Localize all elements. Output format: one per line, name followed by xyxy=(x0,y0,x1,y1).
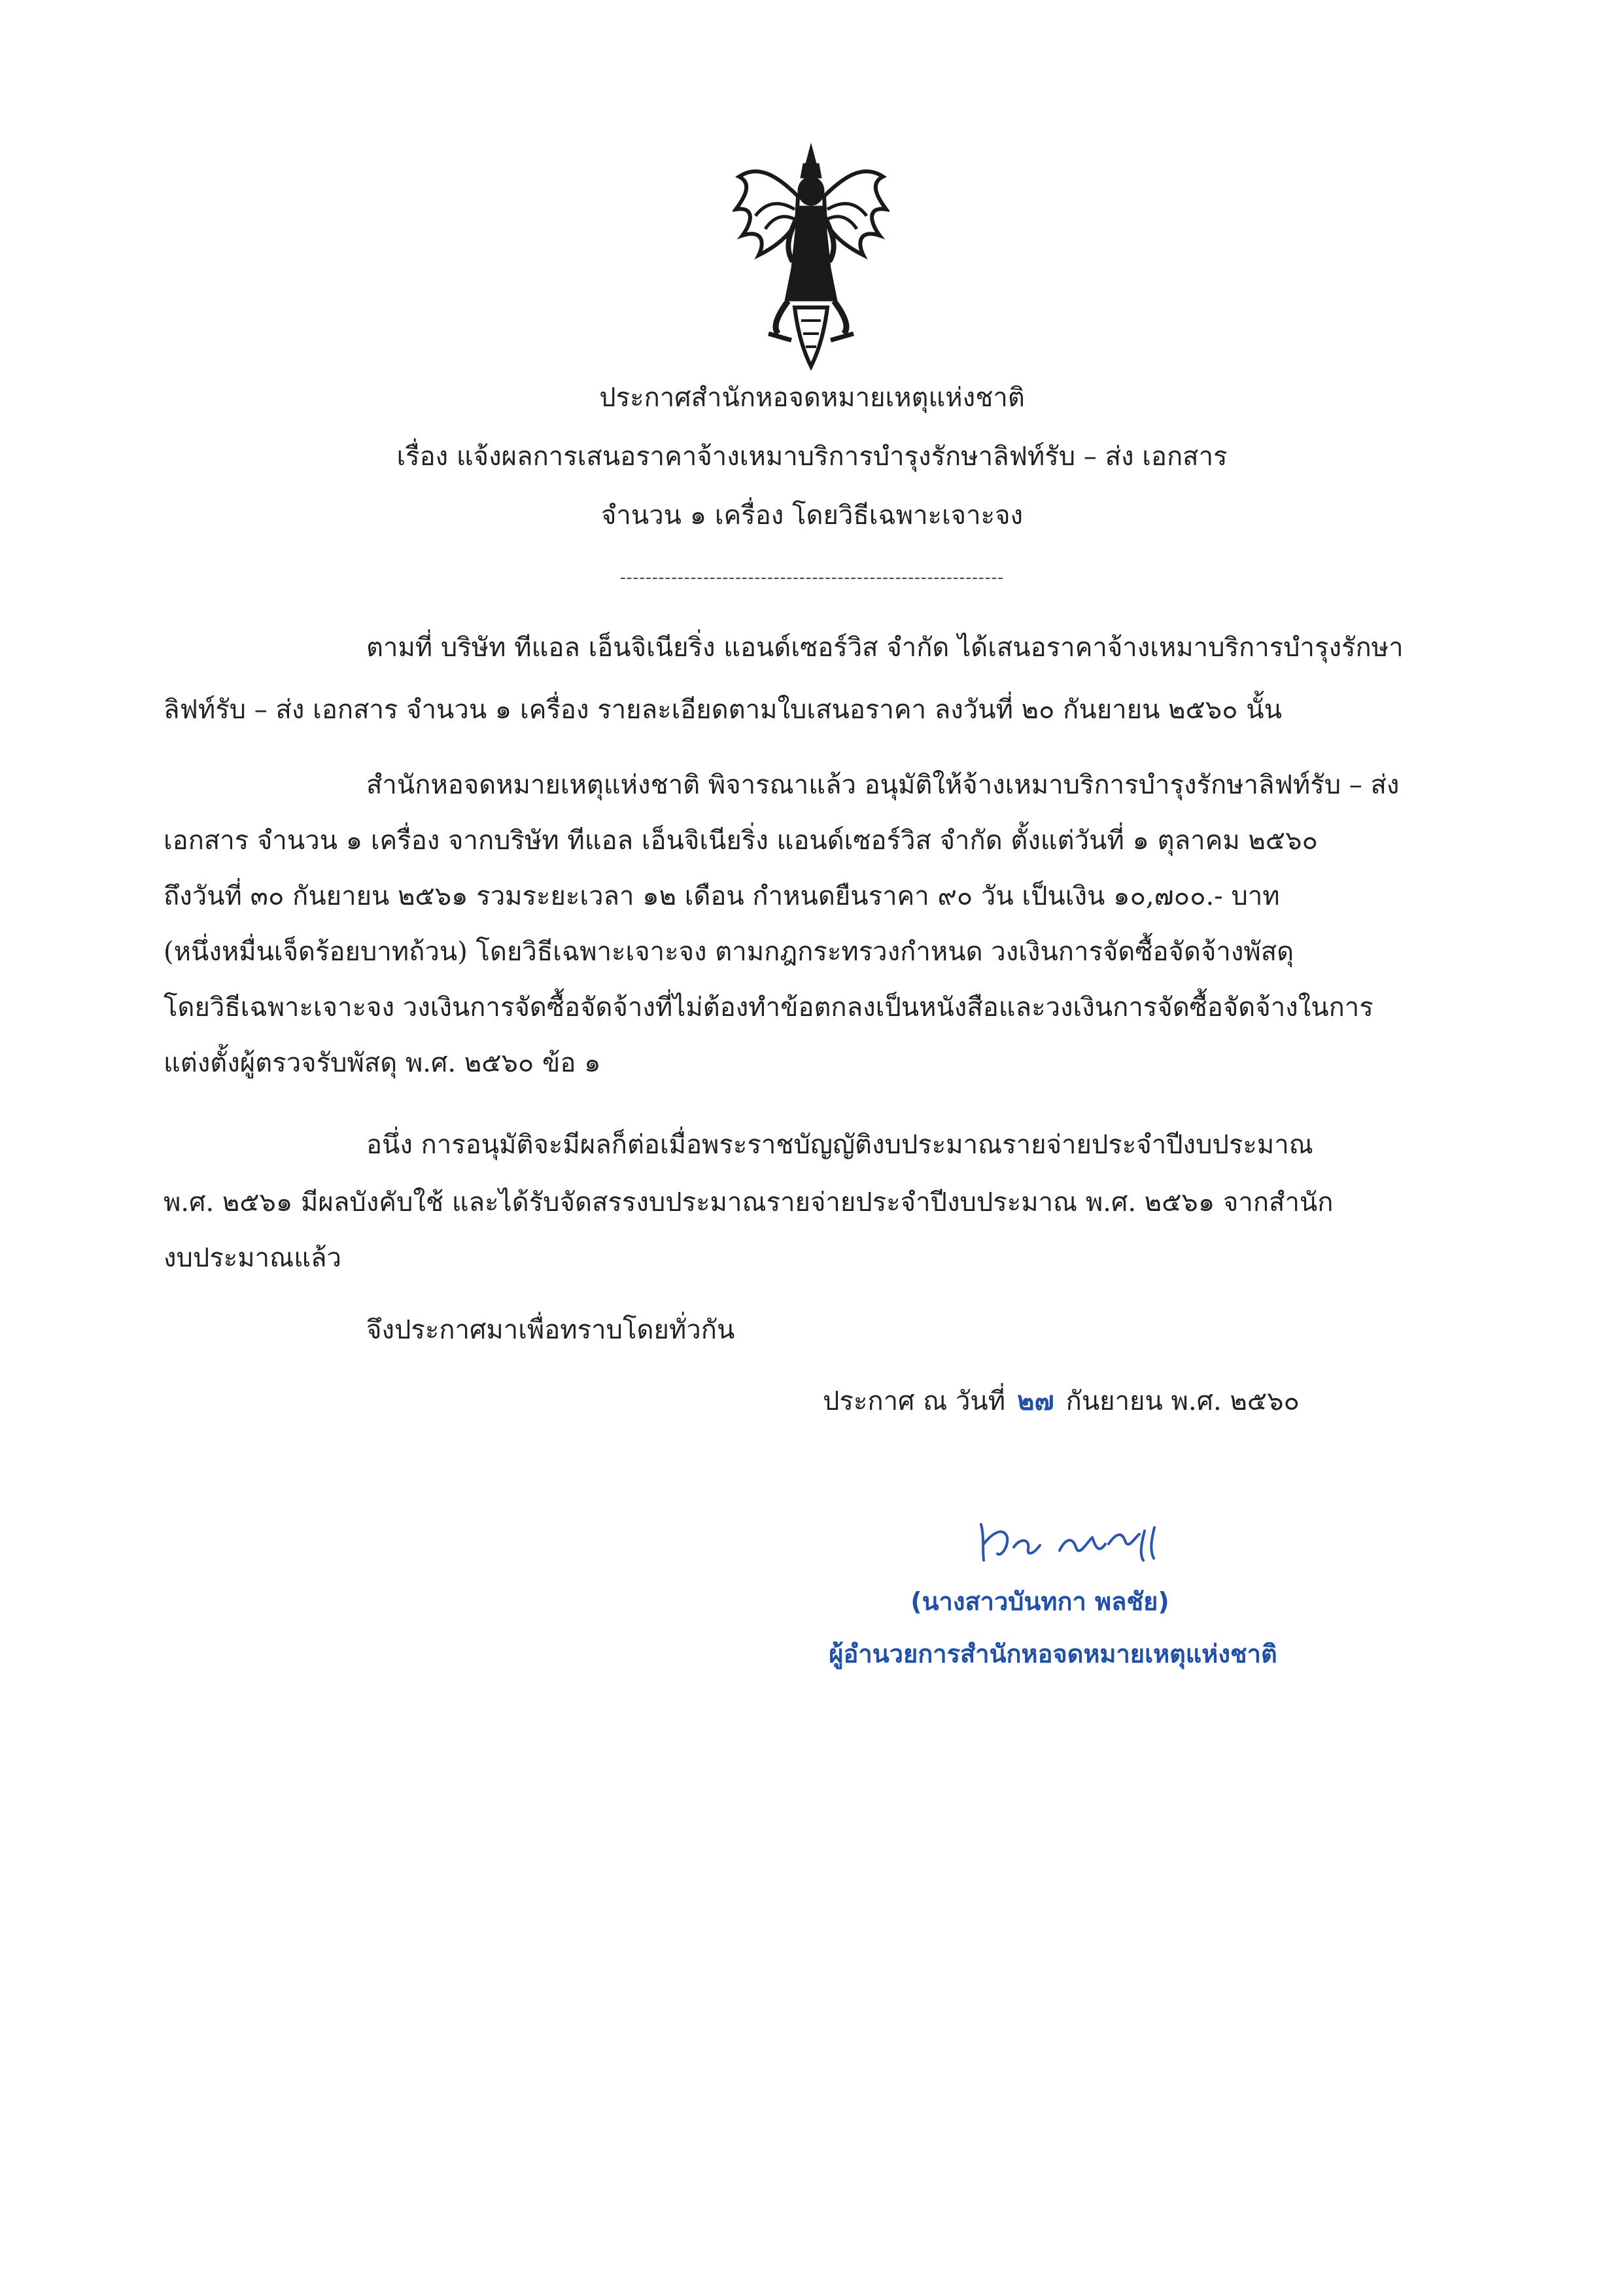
announcement-date xyxy=(823,1382,1300,1421)
paragraph-2-line-4: (หนึ่งหมื่นเจ็ดร้อยบาทถ้วน) โดยวิธีเฉพาะเจาะจง ตามกฎกระทรวงกำหนด วงเงินการจัดซื้อจัดจ้างพัสดุ xyxy=(164,937,1294,967)
paragraph-1-line-1: ตามที่ บริษัท ทีแอล เอ็นจิเนียริ่ง แอนด์เซอร์วิส จำกัด ได้เสนอราคาจ้างเหมาบริการบำรุงรักษา xyxy=(366,633,1404,663)
signer-title: ผู้อำนวยการสำนักหอจดหมายเหตุแห่งชาติ xyxy=(829,1639,1277,1668)
announcement-subject-continued: จำนวน ๑ เครื่อง โดยวิธีเฉพาะเจาะจง xyxy=(600,500,1024,531)
paragraph-2-line-5: โดยวิธีเฉพาะเจาะจง วงเงินการจัดซื้อจัดจ้างที่ไม่ต้องทำข้อตกลงเป็นหนังสือและวงเงินการจัดซื้อจัดจ้างในการ xyxy=(164,992,1373,1023)
date-day: ๒๗ xyxy=(1017,1386,1054,1416)
announcement-title: ประกาศสำนักหอจดหมายเหตุแห่งชาติ xyxy=(599,383,1025,413)
paragraph-2-line-2: เอกสาร จำนวน ๑ เครื่อง จากบริษัท ทีแอล เอ็นจิเนียริ่ง แอนด์เซอร์วิส จำกัด ตั้งแต่วันที่ ๑ ตุลาคม ๒๕๖๐ xyxy=(164,826,1318,856)
paragraph-2-line-6: แต่งตั้งผู้ตรวจรับพัสดุ พ.ศ. ๒๕๖๐ ข้อ ๑ xyxy=(164,1048,601,1078)
garuda-emblem-icon xyxy=(733,137,890,373)
heading-separator: ------------------------------------------------------------ xyxy=(619,568,1005,587)
paragraph-4: จึงประกาศมาเพื่อทราบโดยทั่วกัน xyxy=(366,1315,735,1345)
paragraph-2-line-1: สำนักหอจดหมายเหตุแห่งชาติ พิจารณาแล้ว อนุมัติให้จ้างเหมาบริการบำรุงรักษาลิฟท์รับ – ส่ง xyxy=(366,770,1400,800)
date-suffix: กันยายน พ.ศ. ๒๕๖๐ xyxy=(1065,1386,1300,1416)
date-prefix: ประกาศ ณ วันที่ xyxy=(823,1386,1006,1416)
signer-name: (นางสาวบันทกา พลชัย) xyxy=(910,1587,1169,1616)
paragraph-1-line-2: ลิฟท์รับ – ส่ง เอกสาร จำนวน ๑ เครื่อง รายละเอียดตามใบเสนอราคา ลงวันที่ ๒๐ กันยายน ๒๕๖๐ นั้น xyxy=(164,695,1282,725)
handwritten-signature xyxy=(968,1498,1177,1577)
paragraph-3-line-1: อนึ่ง การอนุมัติจะมีผลก็ต่อเมื่อพระราชบัญญัติงบประมาณรายจ่ายประจำปีงบประมาณ xyxy=(366,1130,1313,1160)
announcement-subject: เรื่อง แจ้งผลการเสนอราคาจ้างเหมาบริการบำรุงรักษาลิฟท์รับ – ส่ง เอกสาร xyxy=(396,442,1228,472)
paragraph-3-line-2: พ.ศ. ๒๕๖๑ มีผลบังคับใช้ และได้รับจัดสรรงบประมาณรายจ่ายประจำปีงบประมาณ พ.ศ. ๒๕๖๑ จากสำนัก xyxy=(164,1187,1334,1218)
paragraph-2-line-3: ถึงวันที่ ๓๐ กันยายน ๒๕๖๑ รวมระยะเวลา ๑๒ เดือน กำหนดยืนราคา ๙๐ วัน เป็นเงิน ๑๐,๗๐๐.- บาท xyxy=(164,881,1280,911)
paragraph-3-line-3: งบประมาณแล้ว xyxy=(164,1243,341,1273)
